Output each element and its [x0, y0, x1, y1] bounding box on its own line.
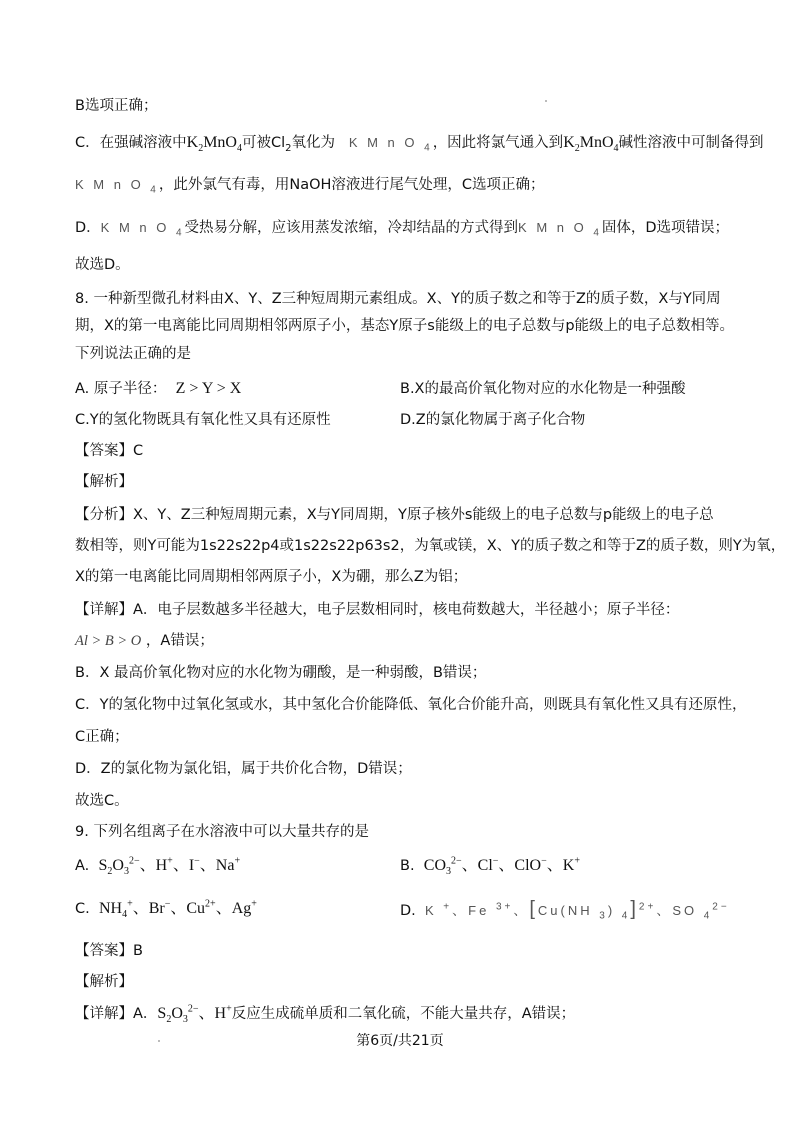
- q8-option-d: D.Z的氯化物属于离子化合物: [400, 412, 586, 428]
- fenxi-line3: X的第一电离能比同周期相邻两原子小，X为硼，那么Z为铝；: [75, 569, 468, 585]
- text-option-d: D．K M n O $_4$受热易分解，应该用蒸发浓缩，冷却结晶的方式得到K M n O $_4$固体，D选项错误；: [75, 220, 730, 239]
- q8-option-a: A. 原子半径： Z > Y > X: [75, 380, 242, 397]
- answer-8: 【答案】C: [75, 443, 144, 459]
- formula-k2mno4: $K_2MnO_4$: [186, 134, 242, 155]
- formula-kmno4: K M n O $_4$: [100, 220, 185, 239]
- q8-option-b: B.X的最高价氧化物对应的水化物是一种强酸: [400, 381, 686, 397]
- page-footer: 第6页/共21页: [356, 1033, 444, 1049]
- question-8-line3: 下列说法正确的是: [75, 346, 191, 362]
- analysis-heading-9: 【解析】: [75, 974, 133, 990]
- detail-a-line2: Al > B > O ，A错误；: [75, 633, 214, 649]
- formula-kmno4: K M n O $_4$: [518, 220, 602, 239]
- fenxi-line1: 【分析】X、Y、Z三种短周期元素，X与Y同周期，Y原子核外s能级上的电子总数与p能级上的电子总: [75, 507, 714, 523]
- text-b-correct: B选项正确；: [75, 98, 158, 114]
- answer-9: 【答案】B: [75, 943, 143, 959]
- detail-c-line2: C正确；: [75, 729, 129, 745]
- question-8-line1: 8. 一种新型微孔材料由X、Y、Z三种短周期元素组成。X、Y的质子数之和等于Z的质子数，X与Y同周: [75, 291, 721, 307]
- q9-option-a: A. $S_2O_3^{2-}$、H+、I−、Na+: [75, 855, 241, 878]
- text-option-c-line2: K M n O $_4$，此外氯气有毒，用NaOH溶液进行尾气处理，C选项正确；: [75, 177, 545, 196]
- formula-k2mno4: $K_2MnO_4$: [563, 134, 619, 155]
- detail-c-line1: C．Y的氢化物中过氧化氢或水，其中氢化合价能降低、氧化合价能升高，则既具有氧化性又具有还原性，: [75, 697, 747, 713]
- detail9-a: 【详解】A．$S_2O_3^{2-}$、H+反应生成硫单质和二氧化硫，不能大量共存，A错误；: [75, 1003, 576, 1026]
- q9-option-b: B. $CO_3^{2-}$、Cl−、ClO−、K+: [400, 855, 580, 878]
- q9-option-c: C. $NH_4^+$、Br−、$Cu^{2+}$、Ag+: [75, 898, 257, 921]
- detail-a-line1: 【详解】A．电子层数越多半径越大，电子层数相同时，核电荷数越大，半径越小；原子半径：: [75, 602, 680, 618]
- formula-kmno4: K M n O $_4$: [348, 135, 433, 154]
- detail-b: B．X 最高价氧化物对应的水化物为硼酸，是一种弱酸，B错误；: [75, 665, 487, 681]
- q8-option-c: C.Y的氢化物既具有氧化性又具有还原性: [75, 412, 331, 428]
- scan-speck: [545, 100, 547, 102]
- question-8-line2: 期，X的第一电离能比同周期相邻两原子小，基态Y原子s能级上的电子总数与p能级上的电子总数相等。: [75, 318, 735, 334]
- text-choose-c: 故选C。: [75, 793, 129, 809]
- text-choose-d: 故选D。: [75, 257, 130, 273]
- detail-d: D．Z的氯化物为氯化铝，属于共价化合物，D错误；: [75, 761, 412, 777]
- fenxi-line2: 数相等，则Y可能为1s22s22p4或1s22s22p63s2，为氧或镁，X、Y的质子数之和等于Z的质子数，则Y为氧，: [75, 538, 786, 554]
- question-9: 9. 下列名组离子在水溶液中可以大量共存的是: [75, 824, 369, 840]
- formula-kmno4: K M n O $_4$: [75, 177, 159, 196]
- q9-option-d: D. K +、Fe $^{3+}$、[Cu(NH $_3$) $_4$]$^{2+}$、SO $_4^{2-}$: [400, 898, 730, 922]
- analysis-heading-8: 【解析】: [75, 474, 133, 490]
- text-option-c-line1: C．在强碱溶液中$K_2MnO_4$可被$Cl_2$氧化为 K M n O $_4$，因此将氯气通入到$K_2MnO_4$碱性溶液中可制备得到: [75, 134, 764, 155]
